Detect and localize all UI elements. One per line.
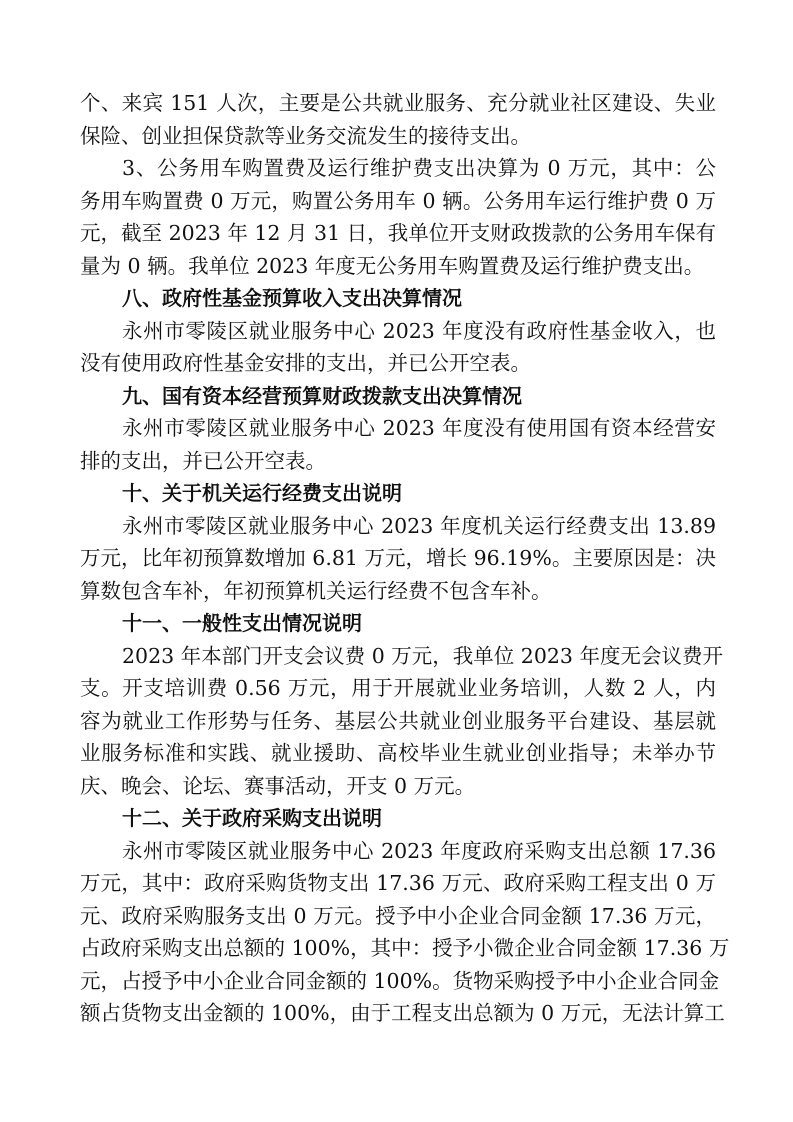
paragraph-line: 没有使用政府性基金安排的支出，并已公开空表。 [80,351,531,375]
paragraph-line: 保险、创业担保贷款等业务交流发生的接待支出。 [80,123,531,148]
section-heading: 十二、关于政府采购支出说明 [122,806,382,830]
paragraph-line: 务用车购置费 0 万元，购置公务用车 0 辆。公务用车运行维护费 0 万 [80,188,716,213]
paragraph-line: 元、政府采购服务支出 0 万元。授予中小企业合同金额 17.36 万元， [80,903,716,928]
paragraph-line: 永州市零陵区就业服务中心 2023 年度没有政府性基金收入，也 [122,318,716,343]
paragraph-line: 庆、晚会、论坛、赛事活动，开支 0 万元。 [80,773,476,798]
paragraph-line: 容为就业工作形势与任务、基层公共就业创业服务平台建设、基层就 [80,708,716,733]
paragraph-line: 排的支出，并已公开空表。 [80,448,326,473]
paragraph-line: 永州市零陵区就业服务中心 2023 年度没有使用国有资本经营安 [122,416,716,440]
paragraph-line: 2023 年本部门开支会议费 0 万元，我单位 2023 年度无会议费开 [122,643,723,668]
paragraph-line: 占政府采购支出总额的 100%，其中：授予小微企业合同金额 17.36 万 [80,936,730,960]
section-heading: 九、国有资本经营预算财政拨款支出决算情况 [122,383,522,408]
paragraph-line: 万元，比年初预算数增加 6.81 万元，增长 96.19%。主要原因是：决 [80,546,716,570]
section-heading: 十、关于机关运行经费支出说明 [122,481,402,505]
paragraph-line: 个、来宾 151 人次，主要是公共就业服务、充分就业社区建设、失业 [80,91,716,115]
paragraph-line: 永州市零陵区就业服务中心 2023 年度机关运行经费支出 13.89 [122,513,716,538]
paragraph-line: 元，占授予中小企业合同金额的 100%。货物采购授予中小企业合同金 [80,968,720,993]
paragraph-line: 量为 0 辆。我单位 2023 年度无公务用车购置费及运行维护费支出。 [80,253,705,278]
section-heading: 十一、一般性支出情况说明 [122,611,362,635]
paragraph-line: 业服务标准和实践、就业援助、高校毕业生就业创业指导；未举办节 [80,741,716,765]
paragraph-line: 额占货物支出金额的 100%，由于工程支出总额为 0 万元，无法计算工 [80,1001,725,1025]
section-heading: 八、政府性基金预算收入支出决算情况 [122,286,462,310]
paragraph-line: 3、公务用车购置费及运行维护费支出决算为 0 万元，其中：公 [122,156,716,180]
document-page [80,87,730,1030]
paragraph-line: 元，截至 2023 年 12 月 31 日，我单位开支财政拨款的公务用车保有 [80,221,716,245]
paragraph-line: 万元，其中：政府采购货物支出 17.36 万元、政府采购工程支出 0 万 [80,871,716,895]
paragraph-line: 永州市零陵区就业服务中心 2023 年度政府采购支出总额 17.36 [122,838,716,863]
paragraph-line: 支。开支培训费 0.56 万元，用于开展就业业务培训，人数 2 人，内 [80,676,716,700]
paragraph-line: 算数包含车补，年初预算机关运行经费不包含车补。 [80,578,552,603]
